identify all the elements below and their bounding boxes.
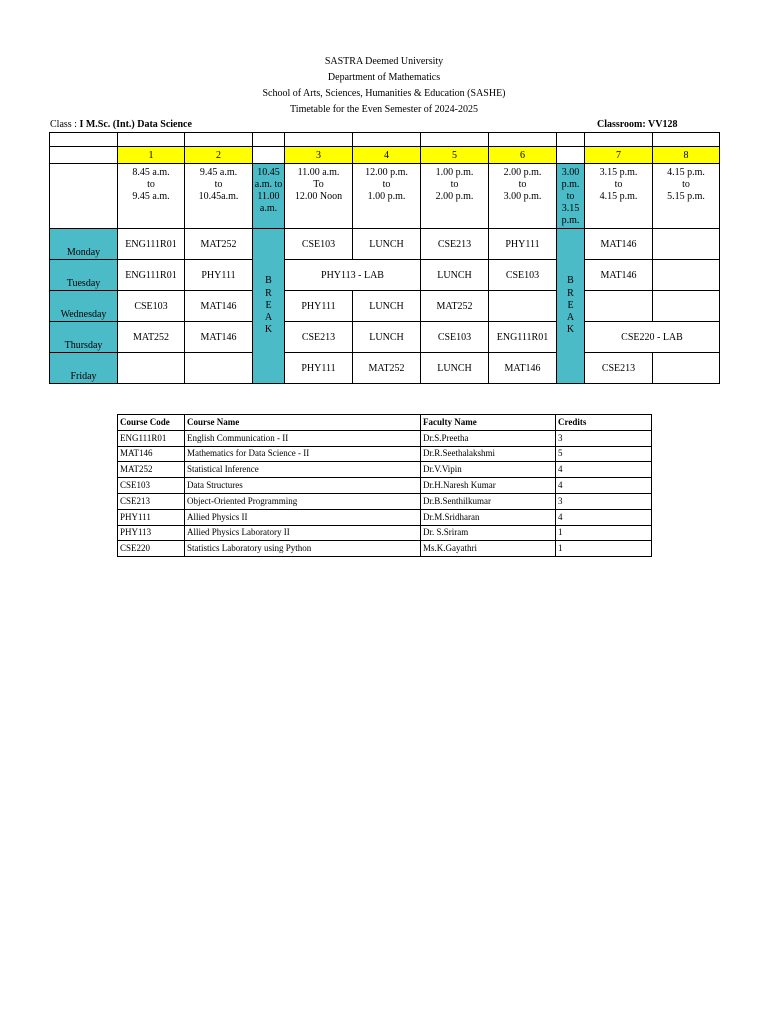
period-7: 7: [585, 147, 653, 164]
faculty-name: Dr.B.Senthilkumar: [421, 493, 556, 509]
slot: PHY111: [285, 291, 353, 322]
slot: [653, 260, 720, 291]
slot: ENG111R01: [118, 260, 185, 291]
course-code: CSE220: [118, 541, 185, 557]
course-name: English Communication - II: [185, 430, 421, 446]
day-label-monday: Monday: [50, 229, 118, 260]
period-6: 6: [489, 147, 557, 164]
slot: MAT252: [421, 291, 489, 322]
course-code: CSE103: [118, 478, 185, 494]
slot: [185, 353, 253, 384]
timetable: [49, 132, 720, 384]
faculty-name: Dr.M.Sridharan: [421, 509, 556, 525]
course-name: Mathematics for Data Science - II: [185, 446, 421, 462]
slot: MAT252: [185, 229, 253, 260]
slot: MAT146: [585, 260, 653, 291]
day-row-tuesday: [50, 260, 720, 291]
slot: MAT146: [489, 353, 557, 384]
day-label-friday: Friday: [50, 353, 118, 384]
document-header: [0, 54, 768, 118]
credits: 4: [556, 478, 652, 494]
faculty-name: Dr.R.Seethalakshmi: [421, 446, 556, 462]
slot: [653, 291, 720, 322]
header-credits: Credits: [556, 415, 652, 431]
credits: 3: [556, 430, 652, 446]
time-period-6: 2.00 p.m. to 3.00 p.m.: [489, 164, 557, 229]
period-number-row: [50, 147, 720, 164]
table-row: [118, 525, 652, 541]
faculty-name: Ms.K.Gayathri: [421, 541, 556, 557]
day-row-friday: [50, 353, 720, 384]
day-label-wednesday: Wednesday: [50, 291, 118, 322]
university-name: SASTRA Deemed University: [324, 56, 444, 67]
time-break-1: 10.45 a.m. to 11.00 a.m.: [253, 164, 285, 229]
time-period-1: 8.45 a.m. to 9.45 a.m.: [118, 164, 185, 229]
header-course-name: Course Name: [185, 415, 421, 431]
slot: [653, 229, 720, 260]
table-row: [118, 430, 652, 446]
time-period-8: 4.15 p.m. to 5.15 p.m.: [653, 164, 720, 229]
period-3: 3: [285, 147, 353, 164]
slot: PHY111: [285, 353, 353, 384]
table-row: [118, 509, 652, 525]
slot: CSE103: [118, 291, 185, 322]
day-row-wednesday: [50, 291, 720, 322]
course-name: Statistical Inference: [185, 462, 421, 478]
course-name: Statistics Laboratory using Python: [185, 541, 421, 557]
course-code: ENG111R01: [118, 430, 185, 446]
slot-lab: CSE220 - LAB: [585, 322, 720, 353]
slot: LUNCH: [353, 229, 421, 260]
school-name: School of Arts, Sciences, Humanities & Education (SASHE): [262, 88, 506, 99]
slot: [653, 353, 720, 384]
class-line: [50, 119, 720, 131]
slot: LUNCH: [353, 322, 421, 353]
header-faculty-name: Faculty Name: [421, 415, 556, 431]
day-row-monday: [50, 229, 720, 260]
break-column-1: B R E A K: [253, 229, 285, 384]
slot: CSE103: [489, 260, 557, 291]
slot: CSE213: [285, 322, 353, 353]
period-8: 8: [653, 147, 720, 164]
slot: MAT146: [185, 291, 253, 322]
slot: PHY111: [489, 229, 557, 260]
course-name: Allied Physics II: [185, 509, 421, 525]
slot: PHY111: [185, 260, 253, 291]
course-code: MAT146: [118, 446, 185, 462]
slot: [489, 291, 557, 322]
table-row: [118, 493, 652, 509]
slot: ENG111R01: [118, 229, 185, 260]
credits: 1: [556, 541, 652, 557]
slot: LUNCH: [421, 260, 489, 291]
day-row-thursday: [50, 322, 720, 353]
time-period-5: 1.00 p.m. to 2.00 p.m.: [421, 164, 489, 229]
time-break-2: 3.00 p.m. to 3.15 p.m.: [557, 164, 585, 229]
credits: 1: [556, 525, 652, 541]
slot: LUNCH: [353, 291, 421, 322]
table-row: [118, 478, 652, 494]
time-period-2: 9.45 a.m. to 10.45a.m.: [185, 164, 253, 229]
semester-title: Timetable for the Even Semester of 2024-2025: [290, 104, 478, 115]
slot: MAT146: [585, 229, 653, 260]
day-label-thursday: Thursday: [50, 322, 118, 353]
course-code: PHY113: [118, 525, 185, 541]
class-prefix: Class :: [50, 119, 80, 130]
credits: 4: [556, 462, 652, 478]
faculty-name: Dr.S.Preetha: [421, 430, 556, 446]
time-period-4: 12.00 p.m. to 1.00 p.m.: [353, 164, 421, 229]
credits: 4: [556, 509, 652, 525]
time-period-7: 3.15 p.m. to 4.15 p.m.: [585, 164, 653, 229]
period-2: 2: [185, 147, 253, 164]
table-row: [118, 462, 652, 478]
course-name: Allied Physics Laboratory II: [185, 525, 421, 541]
faculty-name: Dr. S.Sriram: [421, 525, 556, 541]
table-row: [118, 446, 652, 462]
course-code: PHY111: [118, 509, 185, 525]
slot: MAT146: [185, 322, 253, 353]
table-row: [118, 541, 652, 557]
credits: 5: [556, 446, 652, 462]
slot: MAT252: [353, 353, 421, 384]
slot: LUNCH: [421, 353, 489, 384]
course-name: Object-Oriented Programming: [185, 493, 421, 509]
course-name: Data Structures: [185, 478, 421, 494]
classroom-label: Classroom: VV128: [597, 119, 678, 130]
course-code: MAT252: [118, 462, 185, 478]
break-column-2: B R E A K: [557, 229, 585, 384]
class-name: I M.Sc. (Int.) Data Science: [79, 119, 192, 130]
slot-lab: PHY113 - LAB: [285, 260, 421, 291]
period-1: 1: [118, 147, 185, 164]
slot: CSE213: [421, 229, 489, 260]
time-row: [50, 164, 720, 229]
slot: [585, 291, 653, 322]
time-period-3: 11.00 a.m. To 12.00 Noon: [285, 164, 353, 229]
slot: MAT252: [118, 322, 185, 353]
faculty-name: Dr.V.Vipin: [421, 462, 556, 478]
course-table: [117, 414, 652, 557]
day-label-tuesday: Tuesday: [50, 260, 118, 291]
slot: CSE103: [421, 322, 489, 353]
course-code: CSE213: [118, 493, 185, 509]
course-table-header: [118, 415, 652, 431]
department-name: Department of Mathematics: [327, 72, 441, 83]
header-course-code: Course Code: [118, 415, 185, 431]
slot: [118, 353, 185, 384]
credits: 3: [556, 493, 652, 509]
slot: CSE213: [585, 353, 653, 384]
slot: ENG111R01: [489, 322, 557, 353]
period-5: 5: [421, 147, 489, 164]
slot: CSE103: [285, 229, 353, 260]
faculty-name: Dr.H.Naresh Kumar: [421, 478, 556, 494]
timetable-blank-row: [50, 133, 720, 147]
period-4: 4: [353, 147, 421, 164]
